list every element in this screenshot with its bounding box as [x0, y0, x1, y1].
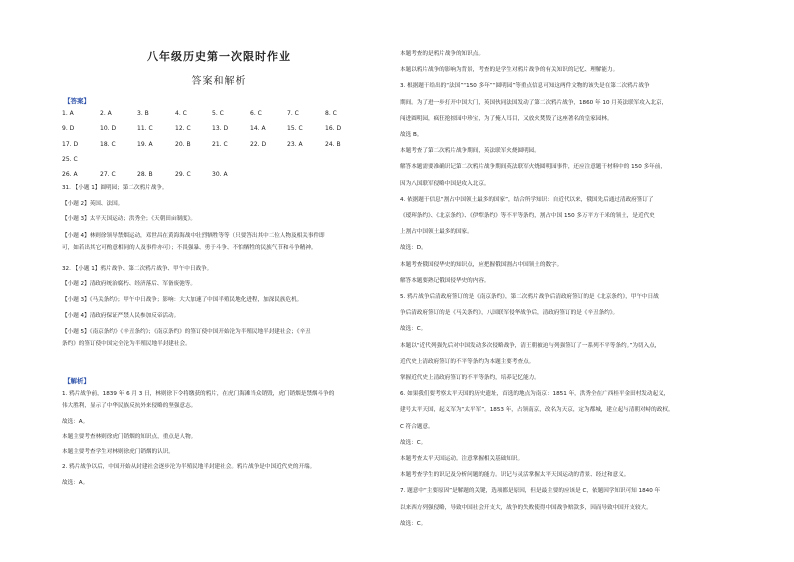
text-line: 以来西方列强侵略，导致中国社会开支大，战争的失败使得中国战争赔款多，因而导致中国开支较大。: [400, 505, 652, 511]
text-line: 【小题 4】清政府保证严禁人民参加反帝活动。: [62, 313, 180, 319]
text-line: 解答本题要熟记俄国侵华史的内容。: [400, 278, 490, 284]
answer-item: 20. B: [175, 141, 191, 148]
text-line: 【小题 2】英国、法国。: [62, 201, 124, 207]
answer-item: 19. A: [137, 141, 153, 148]
answer-item: 15. C: [287, 125, 303, 132]
answer-item: 8. C: [325, 110, 337, 117]
answer-item: 29. C: [175, 171, 191, 178]
answer-row: [62, 141, 362, 151]
text-line: 31. 【小题 1】圆明园；第二次鸦片战争。: [62, 185, 168, 191]
answer-item: 27. C: [100, 171, 116, 178]
answer-row: [62, 110, 362, 120]
answer-item: 11. C: [137, 125, 153, 132]
analysis-section-label: 【解析】: [64, 377, 90, 385]
text-line: 本题主要考查学生对林则徐虎门销烟的认识。: [62, 449, 174, 455]
answer-row: [62, 156, 362, 166]
answer-item: 2. A: [100, 110, 112, 117]
text-line: 本题考查了第二次鸦片战争期间，英法联军火烧圆明园。: [400, 148, 540, 154]
text-line: 6. 如果我们要考察太平天国的历史遗址，首选的地点为南京：1851 年，洪秀全在广西桂平金田村发动起义，: [400, 391, 670, 397]
text-line: 故选：A。: [62, 480, 89, 486]
text-line: 2. 鸦片战争以后，中国开始从封建社会逐步沦为半殖民地半封建社会。鸦片战争是中国近代史的开端。: [62, 464, 316, 470]
text-line: 争后清政府签订的是《马关条约》，八国联军侵华战争后，清政府签订的是《辛丑条约》。: [400, 310, 619, 316]
answer-item: 24. B: [325, 141, 341, 148]
text-line: 【小题 3】《马关条约》；甲午中日战争；影响：大大加速了中国半殖民地化进程，加深民族危机。: [62, 297, 303, 303]
text-line: 本题考查学生的识记及分析问题的能力。识记与灵活掌握太平天国运动的背景、经过和意义。: [400, 472, 630, 478]
answer-item: 25. C: [62, 156, 78, 163]
answer-row: [62, 125, 362, 135]
answer-item: 10. D: [100, 125, 117, 132]
answer-item: 16. D: [325, 125, 342, 132]
text-line: 期间。为了进一步打开中国大门，英国伙同法国发动了第二次鸦片战争，1860 年 10 月英法联军攻入北京，: [400, 100, 668, 106]
answer-item: 23. A: [287, 141, 303, 148]
text-line: 伟大胜利，显示了中华民族反抗外来侵略的坚强意志。: [62, 403, 197, 409]
text-line: 本题主要考查林则徐虎门销烟的知识点，重点是人物。: [62, 434, 197, 440]
text-line: 条约》的签订使中国完全沦为半殖民地半封建社会。: [62, 341, 191, 347]
answer-item: 9. D: [62, 125, 75, 132]
text-line: 可，如若出其它可酌意相同的人及事件亦可）；不畏强暴、勇于斗争、不怕牺牲的民族气节和斗争精神。: [62, 245, 317, 251]
answer-item: 4. C: [175, 110, 187, 117]
text-line: 本题以鸦片战争的影响为背景，考查的是学生对鸦片战争的有关知识的记忆、理解能力。: [400, 67, 619, 73]
text-line: 建号太平天国，起义军为“太平军”。1853 年，占领南京，改名为天京，定为都城，建立起与清朝对峙的政权。: [400, 407, 674, 413]
answer-row: [62, 171, 362, 181]
answer-item: 14. A: [250, 125, 266, 132]
text-line: 1. 鸦片战争前，1839 年 6 月 3 日，林则徐下令将缴获的鸦片，在虎门海滩当众销毁，虎门销烟是禁烟斗争的: [62, 391, 335, 397]
text-line: 32. 【小题 1】鸦片战争、第二次鸦片战争、甲午中日战争。: [62, 266, 213, 272]
text-line: 7. 题意中“主要原因”是解题的关键，选项都是原因，但是最主要的应该是 C，依题因学知识可知 1840 年: [400, 488, 661, 494]
text-line: 《瑷珲条约》、《北京条约》、《伊犁条约》等不平等条约，割占中国 150 多万平方千米的领土，是近代史: [400, 213, 655, 219]
text-line: 本题以“近代列强先后对中国发动多次侵略战争，清王朝被迫与列强签订了一系列不平等条约。”为切入点，: [400, 343, 661, 349]
page-title: 八年级历史第一次限时作业: [147, 50, 291, 63]
text-line: 故选：C。: [400, 521, 427, 527]
answer-item: 21. C: [212, 141, 228, 148]
answer-item: 26. A: [62, 171, 78, 178]
text-line: 5. 鸦片战争后清政府签订的是《南京条约》，第二次鸦片战争后清政府签订的是《北京条约》，甲午中日战: [400, 294, 659, 300]
text-line: 本题考查俄国侵华史的知识点，应把握俄国割占中国领土的数字。: [400, 262, 563, 268]
answer-item: 5. C: [212, 110, 224, 117]
text-line: 近代史上清政府签订的不平等条约为本题主要考查点。: [400, 359, 535, 365]
text-line: 故选：C。: [400, 326, 427, 332]
page-subtitle: 答案和解析: [191, 76, 247, 87]
text-line: 【小题 4】林则徐领导禁烟运动，邓世昌在黄海海战中壮烈牺牲等等（只要答出其中二位人物及相关事件即: [62, 233, 325, 239]
answer-item: 30. A: [212, 171, 228, 178]
text-line: 掌握近代史上清政府签订的不平等条约，培养记忆能力。: [400, 375, 540, 381]
text-line: 故选：A。: [62, 419, 89, 425]
text-line: 【小题 5】《南京条约》《辛丑条约》；《南京条约》的签订使中国开始沦为半殖民地半封建社会；《辛丑: [62, 329, 311, 335]
text-line: 本题考查太平天国运动。注意掌握相关基础知识。: [400, 456, 524, 462]
text-line: 故选 B。: [400, 132, 423, 138]
answer-item: 1. A: [62, 110, 74, 117]
text-line: 闯进圆明园，疯狂抢掠园中珍宝，为了掩人耳目，又放火焚毁了这座著名的皇家园林。: [400, 116, 613, 122]
answer-item: 17. D: [62, 141, 79, 148]
answer-item: 22. D: [250, 141, 267, 148]
text-line: 故选：C。: [400, 440, 427, 446]
answer-section-label: 【答案】: [64, 97, 90, 105]
text-line: C 符合题意。: [400, 424, 434, 430]
answer-item: 3. B: [137, 110, 149, 117]
text-line: 解答本题需要准确识记第二次鸦片战争期间英法联军火烧圆明园事件，还应注意题干材料中的 150 多年前，: [400, 164, 666, 170]
answer-item: 6. C: [250, 110, 262, 117]
text-line: 【小题 2】清政府统治腐朽、经济落后、军备废弛等。: [62, 281, 196, 287]
text-line: 上割占中国领土最多的国家。: [400, 229, 473, 235]
text-line: 4. 依据题干信息“割占中国领土最多的国家”，结合所学知识：自近代以来，俄国先后通过清政府签订了: [400, 197, 654, 203]
text-line: 【小题 3】太平天国运动；洪秀全；《天朝田亩制度》。: [62, 216, 196, 222]
answer-item: 7. C: [287, 110, 299, 117]
answer-item: 28. B: [137, 171, 153, 178]
text-line: 故选：D。: [400, 245, 427, 251]
text-line: 因为八国联军侵略中国是攻入北京。: [400, 181, 490, 187]
answer-item: 13. D: [212, 125, 229, 132]
text-line: 3. 根据题干给出的“法国”“150 多年”“圆明园”等重点信息可知这两件文物的该失是在第二次鸦片战争: [400, 83, 650, 89]
answer-item: 18. C: [100, 141, 116, 148]
text-line: 本题考查的是鸦片战争的知识点。: [400, 51, 484, 57]
answer-item: 12. C: [175, 125, 191, 132]
